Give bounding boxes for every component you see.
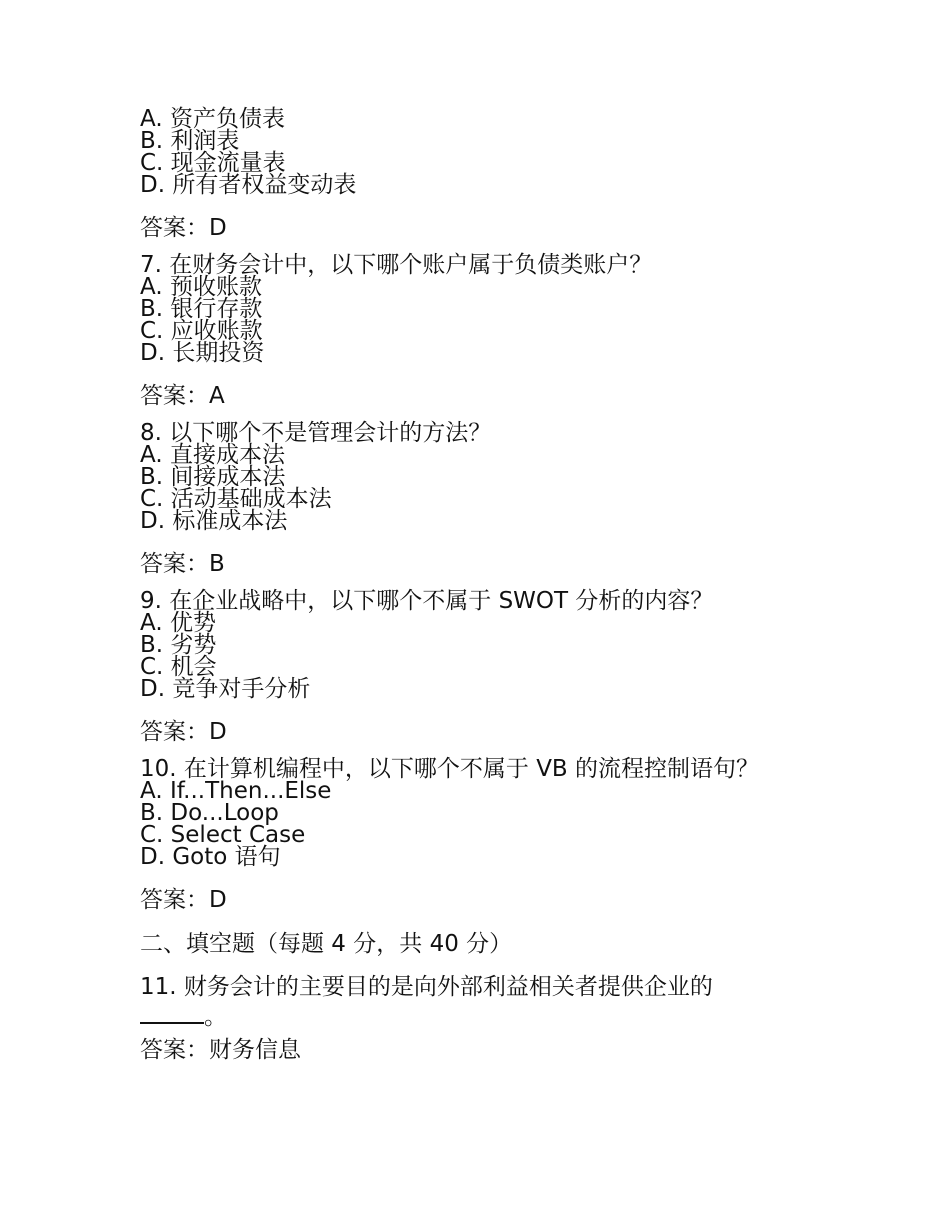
q9-option-b: B. 劣势 [140, 632, 217, 658]
q7-option-d: D. 长期投资 [140, 340, 265, 366]
q8-answer: 答案：B [140, 551, 225, 577]
q9-question: 9. 在企业战略中，以下哪个不属于 SWOT 分析的内容？ [140, 588, 714, 614]
q8-option-d: D. 标准成本法 [140, 508, 288, 534]
q10-question: 10. 在计算机编程中，以下哪个不属于 VB 的流程控制语句？ [140, 756, 760, 782]
q11-suffix: 。 [204, 1004, 227, 1030]
q9-option-a: A. 优势 [140, 610, 216, 636]
q10-answer: 答案：D [140, 887, 227, 913]
section-2-title: 二、填空题（每题 4 分，共 40 分） [140, 931, 513, 957]
q10-option-b: B. Do...Loop [140, 800, 279, 826]
q10-option-c: C. Select Case [140, 822, 306, 848]
q6-option-d: D. 所有者权益变动表 [140, 172, 357, 198]
q7-option-a: A. 预收账款 [140, 274, 262, 300]
q11-blank [140, 1004, 204, 1024]
q11-question: 11. 财务会计的主要目的是向外部利益相关者提供企业的 [140, 974, 713, 1000]
q8-option-a: A. 直接成本法 [140, 442, 285, 468]
q10-option-d: D. Goto 语句 [140, 844, 281, 870]
q10-option-a: A. If...Then...Else [140, 778, 332, 804]
q9-option-d: D. 竞争对手分析 [140, 676, 311, 702]
q7-option-b: B. 银行存款 [140, 296, 263, 322]
q7-answer: 答案：A [140, 383, 225, 409]
question-9-block [140, 590, 840, 746]
q11-answer: 答案：财务信息 [140, 1037, 301, 1063]
question-6-block [140, 108, 840, 242]
question-11-block [140, 972, 840, 1032]
q6-option-b: B. 利润表 [140, 128, 240, 154]
q6-answer: 答案：D [140, 215, 227, 241]
question-7-block [140, 254, 840, 410]
q6-option-c: C. 现金流量表 [140, 150, 286, 176]
document-page [140, 108, 840, 1064]
q7-question: 7. 在财务会计中，以下哪个账户属于负债类账户？ [140, 252, 653, 278]
q8-question: 8. 以下哪个不是管理会计的方法？ [140, 420, 492, 446]
q6-option-a: A. 资产负债表 [140, 106, 285, 132]
q8-option-b: B. 间接成本法 [140, 464, 286, 490]
question-8-block [140, 422, 840, 578]
q7-option-c: C. 应收账款 [140, 318, 263, 344]
q9-answer: 答案：D [140, 719, 227, 745]
q9-option-c: C. 机会 [140, 654, 217, 680]
question-10-block [140, 758, 840, 914]
q8-option-c: C. 活动基础成本法 [140, 486, 332, 512]
